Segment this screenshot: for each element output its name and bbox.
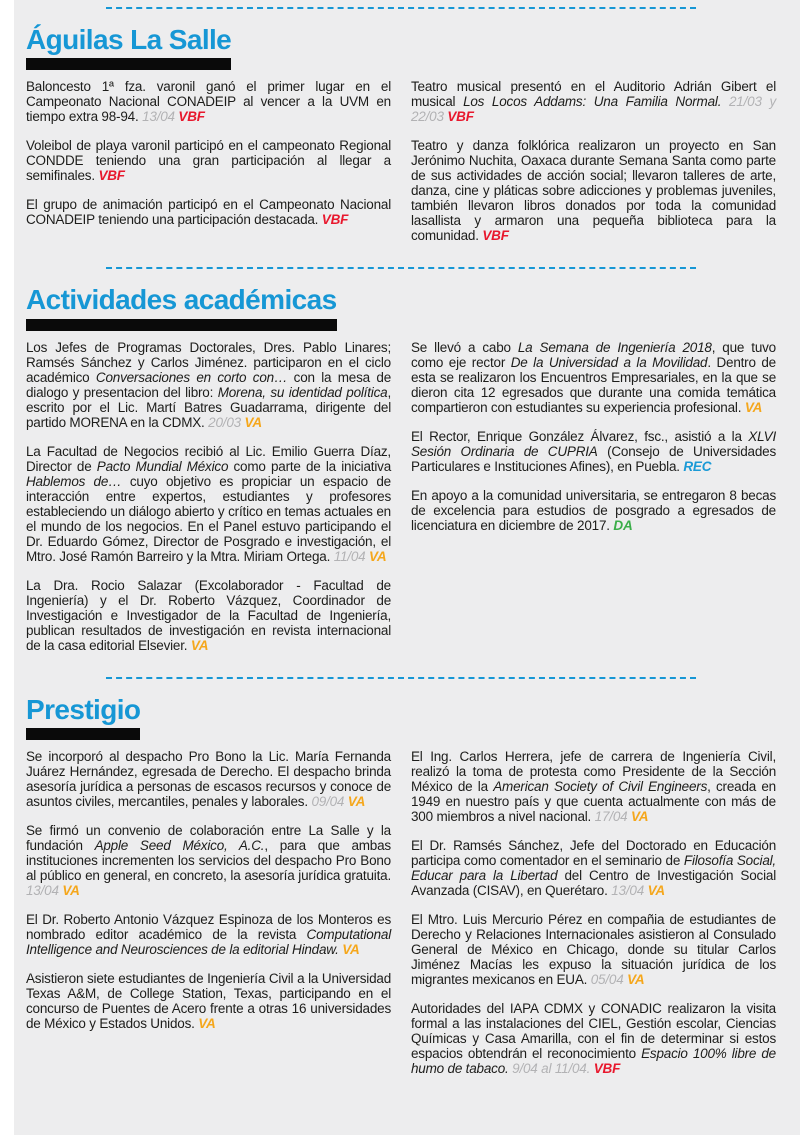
news-date: 09/04 — [311, 794, 348, 810]
source-tag: VA — [369, 548, 387, 564]
news-date: 13/04 — [26, 883, 63, 899]
news-emphasis: Pacto Mundial México — [96, 458, 229, 474]
news-emphasis: Los Locos Addams: Una Familia Normal. — [463, 94, 722, 110]
news-item — [26, 912, 391, 957]
source-tag: VA — [347, 794, 366, 810]
news-text: (Consejo de Universidades Particulares e Instituciones Afines), en Puebla. — [411, 443, 776, 474]
news-text: La Dra. Rocio Salazar (Excolaborador - Facultad de Ingeniería) y el Dr. Roberto Vázquez, Coordinador de Investigación e Investigador de la Facultad de Ingeniería, publican resultados de investigación en revista internacional de la casa editorial Elsevier. — [26, 577, 391, 653]
section-columns — [26, 79, 776, 243]
news-item — [411, 838, 776, 898]
news-text: , para que ambas instituciones incrementen los servicios del despacho Pro Bono al público en general, en concreto, la asesoría jurídica gratuita. — [26, 838, 391, 884]
source-tag: VBF — [321, 212, 349, 228]
news-text: El Rector, Enrique González Álvarez, fsc., asistió a la — [411, 428, 749, 444]
news-item — [411, 429, 776, 474]
source-tag: VBF — [98, 168, 125, 184]
column-right — [411, 749, 776, 1076]
source-tag: VA — [631, 809, 649, 825]
section-title: Prestigio — [26, 693, 141, 725]
news-item — [411, 1001, 776, 1076]
section-separator — [106, 267, 696, 269]
news-emphasis: Espacio 100% libre de humo de tabaco. — [411, 1046, 776, 1077]
news-text: Baloncesto 1ª fza. varonil ganó el primer lugar en el Campeonato Nacional CONADEIP al vencer a la UVM en tiempo extra 98-94. — [26, 79, 391, 125]
news-emphasis: American Society of Civil Engineers — [493, 779, 708, 795]
news-item — [26, 444, 391, 564]
section — [26, 677, 776, 1076]
section-title: Actividades académicas — [26, 284, 337, 316]
section-columns — [26, 749, 776, 1076]
news-date: 20/03 — [208, 414, 245, 430]
news-item — [26, 197, 391, 227]
news-emphasis: Hablemos de… — [26, 473, 122, 489]
news-text: El Ing. Carlos Herrera, jefe de carrera de Ingeniería Civil, realizó la toma de protesta como Presidente de la Sección México de la — [411, 749, 776, 795]
news-item — [26, 578, 391, 653]
news-item — [26, 749, 391, 809]
news-text: El Dr. Ramsés Sánchez, Jefe del Doctorado en Educación participa como comentador en el seminario de — [411, 838, 776, 869]
news-item — [411, 912, 776, 987]
news-text: Se firmó un convenio de colaboración entre La Salle y la fundación — [26, 823, 391, 854]
source-tag: VA — [244, 414, 262, 430]
news-emphasis: Apple Seed México, A.C. — [94, 838, 265, 854]
source-tag: VBF — [178, 109, 205, 125]
source-tag: VBF — [447, 109, 474, 125]
news-text: , que tuvo como eje rector — [411, 339, 776, 370]
news-item — [26, 823, 391, 898]
source-tag: VA — [744, 399, 763, 415]
news-text: Los Jefes de Programas Doctorales, Dres. Pablo Linares; Ramsés Sánchez y Carlos Jiménez. participaron en el ciclo académico — [26, 339, 391, 385]
source-tag: VA — [62, 883, 80, 899]
column-left — [26, 749, 391, 1076]
news-text: Voleibol de playa varonil participó en el campeonato Regional CONDDE teniendo una gran participación al llegar a semifinales. — [26, 138, 391, 184]
news-text: Asistieron siete estudiantes de Ingeniería Civil a la Universidad Texas A&M, de College Station, Texas, participando en el concurso de Puentes de Acero frente a otras 16 universidades de México y Estados Unidos. — [26, 971, 391, 1032]
news-date: 11/04 — [333, 548, 370, 564]
news-text: El grupo de animación participó en el Campeonato Nacional CONADEIP teniendo una participación destacada. — [26, 197, 391, 228]
news-date: 9/04 al 11/04. — [512, 1061, 594, 1077]
source-tag: VA — [198, 1016, 216, 1032]
news-date: 21/03 y 22/03 — [411, 94, 776, 125]
news-emphasis: Conversaciones en corto con… — [95, 369, 288, 385]
section-columns — [26, 340, 776, 653]
news-text: El Dr. Roberto Antonio Vázquez Espinoza de los Monteros es nombrado editor académico de la revista — [26, 912, 391, 943]
news-emphasis: Filosofía Social, Educar para la Libertad — [411, 853, 776, 884]
source-tag: REC — [683, 458, 712, 474]
news-item — [26, 971, 391, 1031]
news-text: Se llevó a cabo — [411, 339, 518, 355]
source-tag: VA — [190, 637, 209, 653]
column-right — [411, 340, 776, 653]
news-text: La Facultad de Negocios recibió al Lic. Emilio Guerra Díaz, Director de — [26, 443, 391, 474]
news-text: El Mtro. Luis Mercurio Pérez en compañia de estudiantes de Derecho y Relaciones Internacionales asistieron al Consulado General de México en Chicago, donde su titular Carlos Jiménez Macías les expuso la situación jurídica de los migrantes mexicanos en EUA. — [411, 912, 776, 988]
news-date: 13/04 — [142, 109, 179, 125]
source-tag: VBF — [482, 228, 509, 244]
news-item — [411, 79, 776, 124]
news-text: , escrito por el Lic. Martí Batres Guadarrama, dirigente del partido MORENA en la CDMX. — [26, 384, 391, 430]
source-tag: VA — [342, 942, 360, 958]
section-header — [26, 285, 337, 330]
news-text: En apoyo a la comunidad universitaria, se entregaron 8 becas de excelencia para estudios de posgrado a egresados de licenciatura en diciembre de 2017. — [411, 487, 776, 533]
section — [26, 7, 776, 243]
column-right — [411, 79, 776, 243]
news-item — [26, 138, 391, 183]
column-left — [26, 79, 391, 243]
news-text: , creada en 1949 en nuestro país y que cuenta actualmente con más de 300 miembros a nivel nacional. — [411, 779, 776, 825]
news-emphasis: XLVI Sesión Ordinaria de CUPRIA — [411, 428, 776, 459]
section-header — [26, 695, 140, 740]
news-item — [411, 749, 776, 824]
news-text: Se incorporó al despacho Pro Bono la Lic. María Fernanda Juárez Hernández, egresada de Derecho. El despacho brinda asesoría jurídica a personas de escasos recursos y conoce de asuntos civiles, mercantiles, penales y laborales. — [26, 749, 391, 810]
news-text: Teatro y danza folklórica realizaron un proyecto en San Jerónimo Nuchita, Oaxaca durante Semana Santa como parte de sus actividades de acción social; llevaron talleres de arte, danza, cine y pláticas sobre adicciones y problemas juveniles, también llevaron libros donados por toda la comunidad lasallista y armaron una pequeña biblioteca para la comunidad. — [411, 138, 776, 244]
news-date: 13/04 — [611, 883, 648, 899]
section — [26, 267, 776, 652]
source-tag: VBF — [593, 1061, 621, 1077]
news-text: con la mesa de dialogo y presentacion del libro: — [26, 369, 391, 400]
section-title: Águilas La Salle — [26, 24, 232, 55]
news-item — [411, 138, 776, 243]
column-left — [26, 340, 391, 653]
news-emphasis: La Semana de Ingeniería 2018 — [517, 339, 712, 355]
news-item — [26, 340, 391, 430]
news-item — [411, 488, 776, 533]
news-text: Autoridades del IAPA CDMX y CONADIC realizaron la visita formal a las instalaciones del CIEL, Gestión escolar, Ciencias Químicas y Casa Amarilla, con el fin de determinar si estos espacios obtendrán el reconocimiento — [411, 1001, 776, 1062]
news-text: Teatro musical presentó en el Auditorio Adrián Gibert el musical — [411, 79, 776, 110]
source-tag: VA — [647, 883, 665, 899]
news-text: . Dentro de esta se realizaron los Encuentros Empresariales, en la que se dieron cita 12 egresados que durante una comida temática compartieron con estudiantes su experiencia profesional. — [411, 354, 776, 415]
news-emphasis: Computational Intelligence and Neurosciences de la editorial Hindaw. — [26, 927, 391, 958]
news-text: como parte de la iniciativa — [228, 458, 391, 474]
news-emphasis: Morena, su identidad política — [217, 384, 388, 400]
news-text: del Centro de Investigación Social Avanzada (CISAV), en Querétaro. — [411, 868, 776, 899]
news-date: 05/04 — [590, 972, 628, 988]
news-emphasis: De la Universidad a la Movilidad — [510, 354, 708, 370]
news-item — [411, 340, 776, 415]
sections-container — [26, 7, 776, 1076]
source-tag: DA — [613, 517, 633, 533]
section-title-bar — [26, 728, 140, 740]
section-title-bar — [26, 319, 337, 331]
source-tag: VA — [627, 972, 645, 988]
news-text: cuyo objetivo es propiciar un espacio de interacción entre expertos, estudiantes y profesores estableciendo un diálogo abierto y crítico en temas actuales en el mundo de los negocios. En el Panel estuvo participando el Dr. Eduardo Gómez, Director de Posgrado e investigación, el Mtro. José Ramón Barreiro y la Mtra. Miriam Ortega. — [26, 473, 391, 564]
section-separator — [106, 677, 696, 679]
section-header — [26, 25, 231, 70]
section-title-bar — [26, 58, 231, 70]
section-separator — [106, 7, 696, 9]
bulletin-panel — [14, 0, 800, 1135]
news-date: 17/04 — [594, 809, 631, 825]
news-item — [26, 79, 391, 124]
